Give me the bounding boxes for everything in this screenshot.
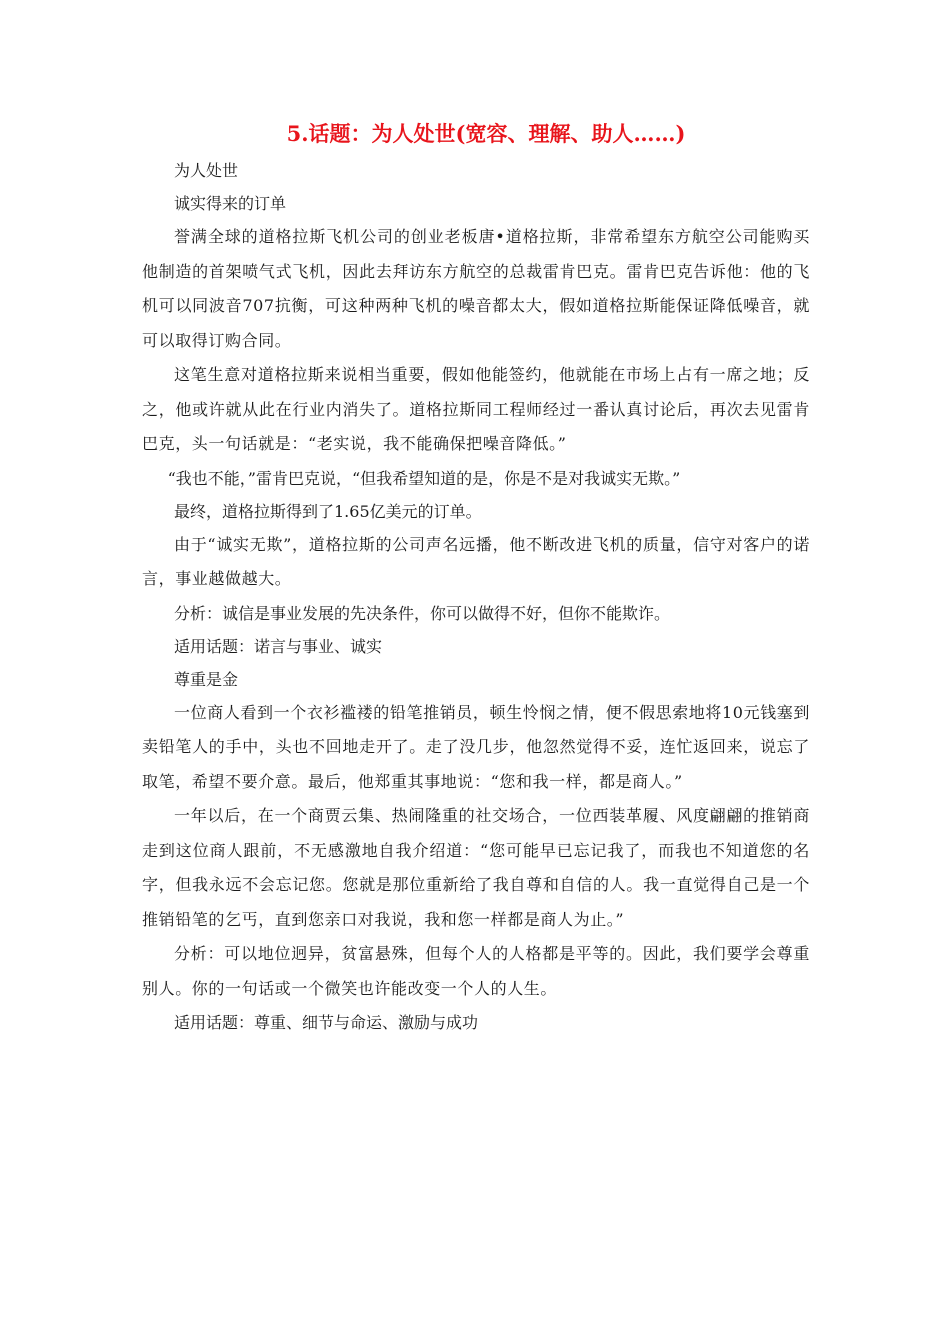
- paragraph: 这笔生意对道格拉斯来说相当重要，假如他能签约，他就能在市场上占有一席之地；反之，他或许就从此在行业内消失了。道格拉斯同工程师经过一番认真讨论后，再次去见雷肯巴克，头一句话就是：“老实说，我不能确保把噪音降低。”: [142, 365, 810, 453]
- analysis-text: 分析：诚信是事业发展的先决条件，你可以做得不好，但你不能欺诈。: [174, 603, 671, 623]
- analysis-text: 分析：可以地位迥异，贫富悬殊，但每个人的人格都是平等的。因此，我们要学会尊重别人。你的一句话或一个微笑也许能改变一个人的人生。: [142, 944, 810, 998]
- paragraph: 由于“诚实无欺”，道格拉斯的公司声名远播，他不断改进飞机的质量，信守对客户的诺言，事业越做越大。: [142, 534, 810, 588]
- topics-text: 适用话题：尊重、细节与命运、激励与成功: [174, 1013, 479, 1032]
- paragraph: 一年以后，在一个商贾云集、热闹隆重的社交场合，一位西装革履、风度翩翩的推销商走到这位商人跟前，不无感激地自我介绍道：“您可能早已忘记我了，而我也不知道您的名字，但我永远不会忘记您。您就是那位重新给了我自尊和自信的人。我一直觉得自己是一个推销铅笔的乞丐，直到您亲口对我说，我和您一样都是商人为止。”: [142, 806, 810, 929]
- paragraph: 一位商人看到一个衣衫褴褛的铅笔推销员，顿生怜悯之情，便不假思索地将10元钱塞到卖铅笔人的手中，头也不回地走开了。走了没几步，他忽然觉得不妥，连忙返回来，说忘了取笔，希望不要介意。最后，他郑重其事地说：“您和我一样，都是商人。”: [142, 702, 810, 791]
- paragraph: 最终，道格拉斯得到了1.65亿美元的订单。: [174, 501, 482, 521]
- story-heading: 诚实得来的订单: [174, 194, 287, 213]
- category-label: 为人处世: [174, 161, 239, 180]
- document-page: [142, 118, 810, 1039]
- story-heading: 尊重是金: [174, 669, 239, 689]
- topics-text: 适用话题：诺言与事业、诚实: [174, 636, 383, 656]
- document-title: 5.话题：为人处世(宽容、理解、助人……): [286, 121, 686, 146]
- paragraph: “我也不能，”雷肯巴克说，“但我希望知道的是，你是不是对我诚实无欺。”: [167, 468, 681, 488]
- paragraph: 誉满全球的道格拉斯飞机公司的创业老板唐•道格拉斯，非常希望东方航空公司能购买他制造的首架喷气式飞机，因此去拜访东方航空的总裁雷肯巴克。雷肯巴克告诉他：他的飞机可以同波音707抗衡，可这种两种飞机的噪音都太大，假如道格拉斯能保证降低噪音，就可以取得订购合同。: [142, 227, 810, 350]
